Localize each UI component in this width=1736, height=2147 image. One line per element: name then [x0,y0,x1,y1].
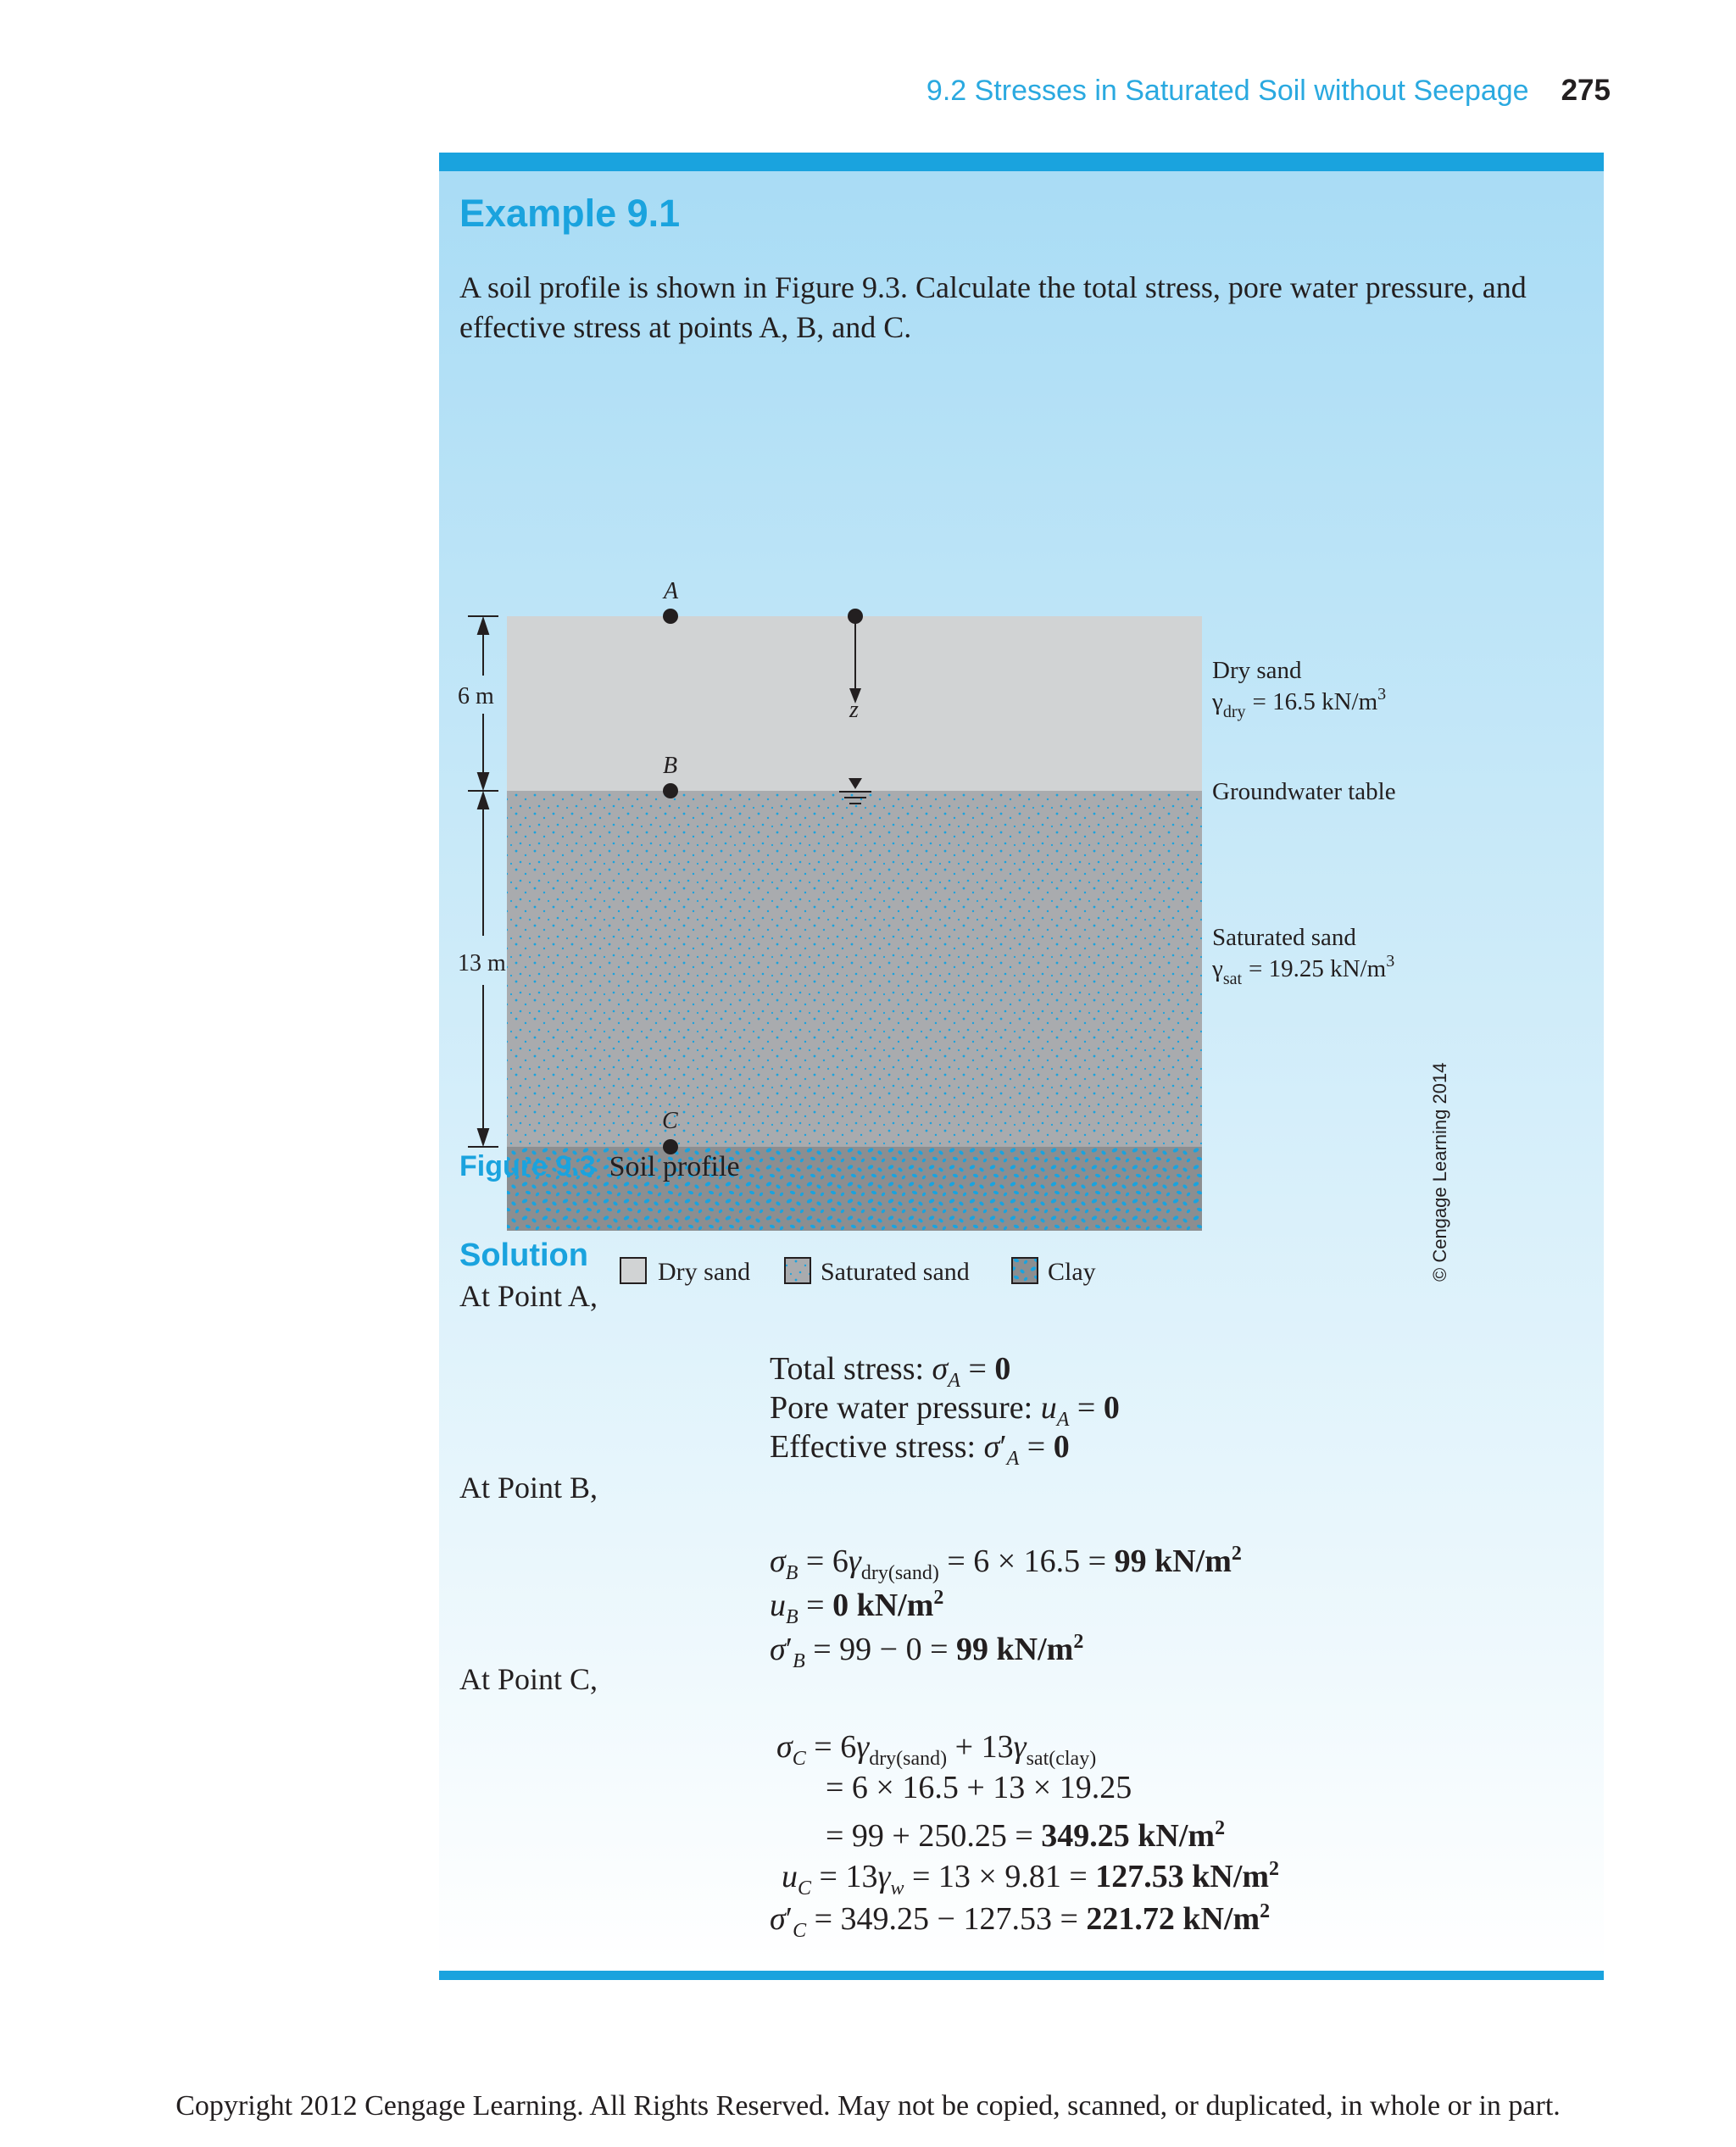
eq-b-effective: $\sigma'_B = 99 - 0 = 99$ $kN/m^2$ [770,1631,1084,1672]
legend-swatch-saturated-sand [785,1258,810,1283]
figure-legend [620,1258,1096,1286]
point-b [663,783,678,798]
legend-swatch-clay [1012,1258,1038,1283]
figure-caption-label: Figure 9.3 [459,1150,596,1182]
page-number: 275 [1561,74,1611,107]
eq-a-pore: Pore water pressure: $u_A = 0$ [770,1390,1120,1431]
groundwater-label: Groundwater table [1212,778,1396,805]
figure-caption-text: Soil profile [609,1151,740,1182]
dim-13m: 13 m [458,950,506,976]
legend-dry-sand: Dry sand [658,1258,751,1286]
saturated-sand-label: Saturated sand [1212,924,1356,951]
legend-saturated-sand: Saturated sand [821,1258,970,1286]
running-header [848,70,1611,112]
eq-c-total-1: $\sigma_C = 6\gamma_{dry(sand)} + 13\gamma_{sat(clay)}$ [776,1729,1097,1770]
example-problem-text: A soil profile is shown in Figure 9.3. Calculate the total stress, pore water pressure, and effective stress at points A, B, and C. [459,270,1527,344]
point-b-label: B [663,753,678,779]
dry-sand-unit-weight: $\gamma_{dry} = 16.5$ $kN/m^3$ [1212,685,1387,721]
point-a-intro: At Point A, [459,1279,598,1313]
point-c-label: C [662,1108,678,1134]
example-title: Example 9.1 [459,192,681,235]
figure-credit: © Cengage Learning 2014 [1429,1062,1450,1282]
eq-c-total-3: = 99 + 250.25 = 349.25 $kN/m^2$ [826,1817,1226,1854]
legend-clay: Clay [1048,1258,1096,1286]
point-a [663,609,678,624]
figure-caption [459,1150,740,1183]
eq-c-pore: $u_C = 13\gamma_w = 13 \times 9.81 = 127.53$ $kN/m^2$ [782,1858,1280,1899]
legend-swatch-dry-sand [620,1258,646,1283]
dry-sand-label: Dry sand [1212,657,1302,684]
eq-a-total: Total stress: $\sigma_A = 0$ [770,1351,1011,1392]
eq-b-total: $\sigma_B = 6\gamma_{dry(sand)} = 6 \times 16.5 = 99$ $kN/m^2$ [770,1543,1242,1584]
point-a-label: A [664,578,679,604]
saturated-sand-unit-weight: $\gamma_{sat} = 19.25$ $kN/m^3$ [1212,952,1395,988]
dim-6m: 6 m [458,683,494,709]
eq-b-pore: $u_B = 0$ $kN/m^2$ [770,1587,944,1628]
z-label: z [849,697,859,723]
saturated-sand-layer [507,791,1202,1147]
copyright-footer: Copyright 2012 Cengage Learning. All Rights Reserved. May not be copied, scanned, or duplicated, in whole or in part. [175,2090,1561,2122]
point-c-intro: At Point C, [459,1662,598,1696]
solution-title: Solution [459,1238,588,1273]
eq-c-total-2: = 6 × 16.5 + 13 × 19.25 [826,1770,1132,1805]
point-b-intro: At Point B, [459,1471,598,1505]
eq-c-effective: $\sigma'_C = 349.25 - 127.53 = 221.72$ $kN/m^2$ [770,1900,1271,1942]
section-title: 9.2 Stresses in Saturated Soil without Seepage [926,74,1529,107]
example-panel [439,153,1604,1980]
eq-a-effective: Effective stress: $\sigma'_A = 0$ [770,1429,1070,1470]
